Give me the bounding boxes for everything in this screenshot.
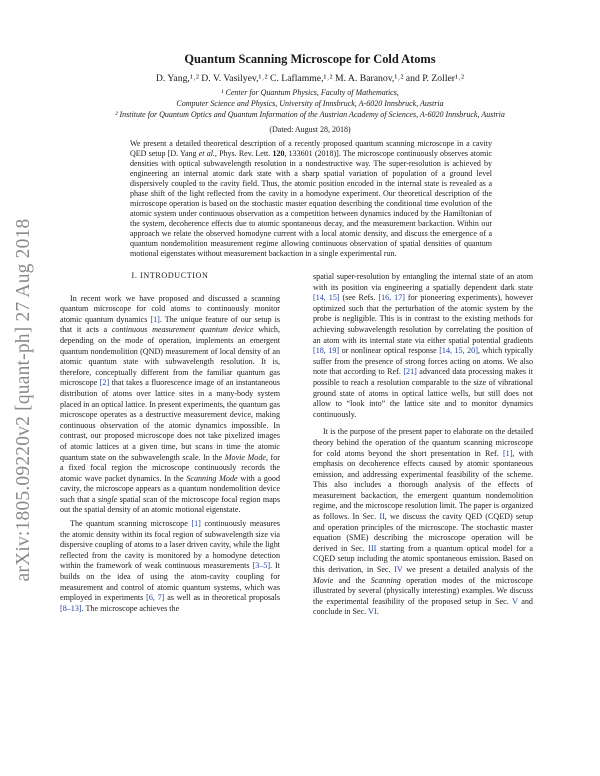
right-column: [313, 272, 533, 621]
citation-link[interactable]: [6, 7]: [146, 593, 165, 603]
affiliation-2: ² Institute for Quantum Optics and Quantum Information of the Austrian Academy of Sciences, A-6020 Innsbruck, Austria: [115, 110, 505, 119]
citation-link[interactable]: [1]: [150, 314, 160, 324]
date-line: (Dated: August 28, 2018): [269, 125, 351, 134]
citation-link[interactable]: [14, 15]: [313, 293, 340, 303]
section-link[interactable]: III: [368, 543, 377, 553]
citation-link[interactable]: [1]: [502, 448, 513, 458]
citation-link[interactable]: [8–13]: [60, 603, 82, 613]
intro-paragraph-3: spatial super-resolution by entangling the internal state of an atom with its position via engineering a spatially dependent dark state [14, 15] (see Refs. [16, 17] for pioneering experiments), however optimized such that the perturbation of the atomic system by the probe is negligible. This is in contrast to the existing methods for achieving subwavelength resolution by correlating the position of an atom with its internal state via either spatial potential gradients [18, 19] or nonlinear optical response [14, 15, 20], which typically suffer from the presence of strong forces acting on atoms. We also note that according to Ref. [21] advanced data processing makes it possible to reach a resolution comparable to the size of vibrational ground state of atoms in optical lattice wells, but still does not allow to “look into” the lattice site and to monitor dynamics continuously.: [313, 272, 534, 419]
left-column: [60, 271, 280, 617]
citation-link[interactable]: [18, 19]: [313, 346, 340, 356]
citation-link[interactable]: [3–5]: [252, 561, 271, 571]
section-link[interactable]: IV: [394, 565, 403, 575]
citation-link[interactable]: [21]: [403, 367, 417, 377]
arxiv-id: arXiv:1805.09220v2 [quant-ph] 27 Aug 2018: [13, 218, 34, 582]
intro-paragraph-2: The quantum scanning microscope [1] continuously measures the atomic density within its focal region of subwavelength size via dispersive coupling of atoms to a laser driven cavity, while the light reflected from the cavity is monitored by a homodyne detection within the framework of weak continuous measurements [3–5]. It builds on the idea of using the atom-cavity coupling for measurement and control of atomic quantum systems, which was employed in experiments [6, 7] as well as in theoretical proposals [8–13]. The microscope achieves the: [60, 519, 281, 613]
citation-link[interactable]: [1]: [191, 519, 201, 529]
citation-link[interactable]: [16, 17]: [378, 293, 405, 303]
paper-title: Quantum Scanning Microscope for Cold Atoms: [184, 52, 436, 66]
affiliation-1: ¹ Center for Quantum Physics, Faculty of Mathematics,: [221, 88, 399, 97]
author-list: D. Yang,¹˒² D. V. Vasilyev,¹˒² C. Laflamme,¹˒² M. A. Baranov,¹˒² and P. Zoller¹˒²: [155, 73, 465, 84]
intro-paragraph-1: In recent work we have proposed and discussed a scanning quantum microscope for cold atoms to continuously monitor atomic quantum dynamics [1]. The unique feature of our setup is that it acts a continuous measurement quantum device which, depending on the mode of operation, implements an emergent quantum nondemolition (QND) measurement of local density of an atomic quantum state with subwavelength resolution. It is, therefore, conceptually different from the familiar quantum gas microscope [2] that takes a fluorescence image of an instantaneous distribution of atoms over lattice sites in a many-body system placed in an optical lattice. In present experiments, the quantum gas microscope operates as a destructive measurement device, making continuous observation of the atomic dynamics impossible. In contrast, our proposed microscope does not take pixelized images of atomic lattices at a given time, but scans in time the atomic quantum state on the subwavelength scale. In the Movie Mode, for a fixed focal region the microscope continuously records the atomic wave packet dynamics. In the Scanning Mode with a good cavity, the microscope appears as a quantum nondemolition device such that a single spatial scan of the microscope focal region maps out the spatial density of an atomic motional eigenstate.: [60, 293, 281, 515]
section-link[interactable]: II: [379, 512, 385, 522]
section-heading-introduction: I. INTRODUCTION: [131, 271, 209, 280]
intro-paragraph-4: It is the purpose of the present paper to elaborate on the detailed theory behind the operation of the quantum scanning microscope for cold atoms beyond the short presentation in Ref. [1], with emphasis on decoherence effects caused by atomic spontaneous emission, and addressing experimental feasibility of the scheme. This also includes a thorough analysis of the effects of measurement backaction, the emergent quantum nondemolition regime, and the microscope resolution limit. The paper is organized as follows. In Sec. II, we discuss the cavity QED (CQED) setup and operation principles of the microscope. The stochastic master equation (SME) describing the microscope operation will be derived in Sec. III starting from a quantum optical model for a CQED setup including the atomic spontaneous emission. Based on this derivation, in Sec. IV we present a detailed analysis of the Movie and the Scanning operation modes of the microscope illustrated by several (physically interesting) examples. We discuss the experimental feasibility of the proposed setup in Sec. V and conclude in Sec. VI.: [313, 427, 534, 617]
affiliation-1-cont: Computer Science and Physics, University of Innsbruck, A-6020 Innsbruck, Austria: [176, 99, 444, 108]
citation-link[interactable]: [14, 15, 20]: [439, 346, 478, 356]
section-link[interactable]: VI: [368, 607, 377, 617]
section-link[interactable]: V: [512, 596, 518, 606]
citation-link[interactable]: [2]: [99, 378, 110, 388]
abstract: We present a detailed theoretical description of a recently proposed quantum scanning microscope in a cavity QED setup [D. Yang et al., Phys. Rev. Lett. 120, 133601 (2018)]. The microscope continuously observes atomic densities with optical subwavelength resolution in a nondestructive way. The super-resolution is achieved by engineering an internal atomic dark state with a sharp spatial variation of population of a ground level dispersively coupled to the cavity field. Thus, the atomic position encoded in the internal state is revealed as a phase shift of the light reflected from the cavity in a homodyne experiment. Our theoretical description of the microscope operation is based on the stochastic master equation describing the conditional time evolution of the atomic system under continuous observation as a competition between dynamics induced by the Hamiltonian of the system, decoherence effects due to atomic spontaneous decay, and the measurement backaction. Within our approach we relate the observed homodyne current with a local atomic density, and discuss the emergence of a quantum nondemolition measurement regime allowing continuous observation of spatial densities of quantum motional eigenstates without measurement backaction in a single experimental run.: [130, 139, 493, 258]
arxiv-stamp: [4, 210, 44, 590]
